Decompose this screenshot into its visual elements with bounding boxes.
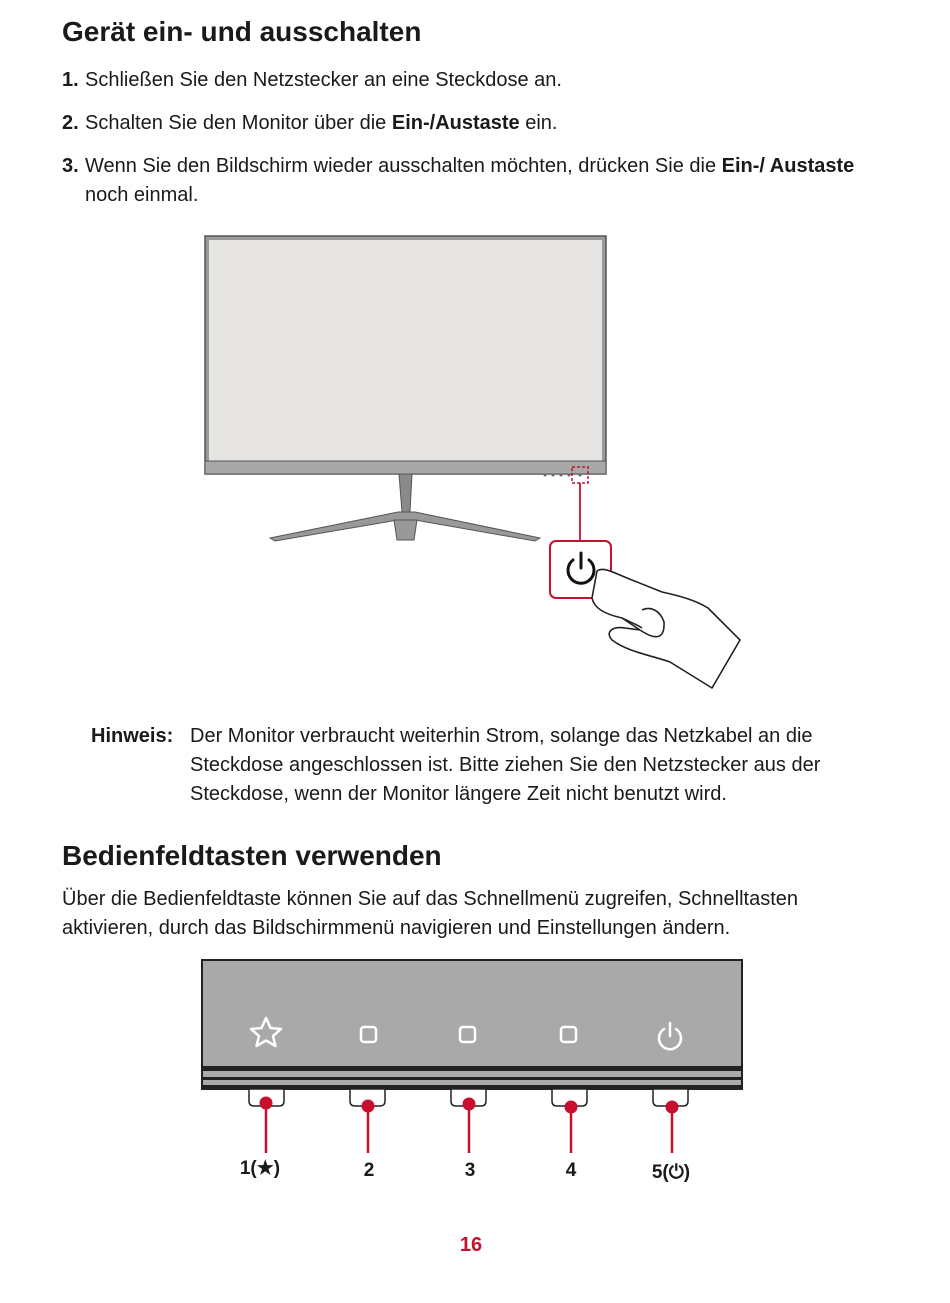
button-label-3: 3 [464, 1160, 476, 1181]
callout-dot [362, 1100, 374, 1112]
callout-dot [565, 1101, 577, 1113]
button-label-4: 4 [565, 1160, 577, 1181]
panel-button-nub [552, 1089, 587, 1106]
step-text: Wenn Sie den Bildschirm wieder ausschalten möchten, drücken Sie die [85, 155, 722, 177]
step-text-bold: Ein-/Austaste [391, 112, 520, 134]
note-text: Der Monitor verbraucht weiterhin Strom, solange das Netzkabel an die Steckdose angeschlossen ist. Bitte ziehen Sie den Netzstecker aus der Steckdose, wenn der Monitor längere Zeit nicht benutzt wird. [190, 725, 821, 805]
callout-dot [260, 1097, 272, 1109]
monitor-icon [205, 236, 606, 541]
section-title-buttons: Bedienfeldtasten verwenden [62, 840, 442, 871]
button-label-1: 1(★) [239, 1158, 281, 1179]
square-icon [361, 1027, 376, 1042]
step-number: 2. [62, 112, 79, 134]
note [91, 722, 891, 809]
step-number: 1. [62, 69, 79, 91]
callout-dot [666, 1101, 678, 1113]
panel-button-nub [451, 1089, 486, 1106]
callout-dot [463, 1098, 475, 1110]
note-label: Hinweis: [91, 725, 174, 747]
step-text: ein. [519, 112, 558, 134]
step-text: noch einmal. [85, 184, 199, 206]
square-icon [561, 1027, 576, 1042]
step-number: 3. [62, 155, 79, 177]
panel-button-nub [249, 1089, 284, 1106]
panel-button-nub [350, 1089, 385, 1106]
hand-icon [592, 569, 740, 688]
power-icon [659, 1023, 681, 1049]
panel-button-nub [653, 1089, 688, 1106]
step-text-bold: Ein-/ Austaste [721, 155, 855, 177]
page-number: 16 [459, 1234, 483, 1256]
step-text: Schalten Sie den Monitor über die [85, 112, 392, 134]
button-label-2: 2 [363, 1160, 375, 1181]
square-icon [460, 1027, 475, 1042]
star-icon [251, 1018, 281, 1046]
step-text: Schließen Sie den Netzstecker an eine Steckdose an. [85, 69, 562, 91]
intro-paragraph: Über die Bedienfeldtaste können Sie auf das Schnellmenü zugreifen, Schnelltasten aktivieren, durch das Bildschirmmenü navigieren und Einstellungen ändern. [62, 888, 799, 939]
section-title-power: Gerät ein- und ausschalten [62, 16, 422, 47]
button-label-5: 5(⏻) [651, 1162, 691, 1183]
